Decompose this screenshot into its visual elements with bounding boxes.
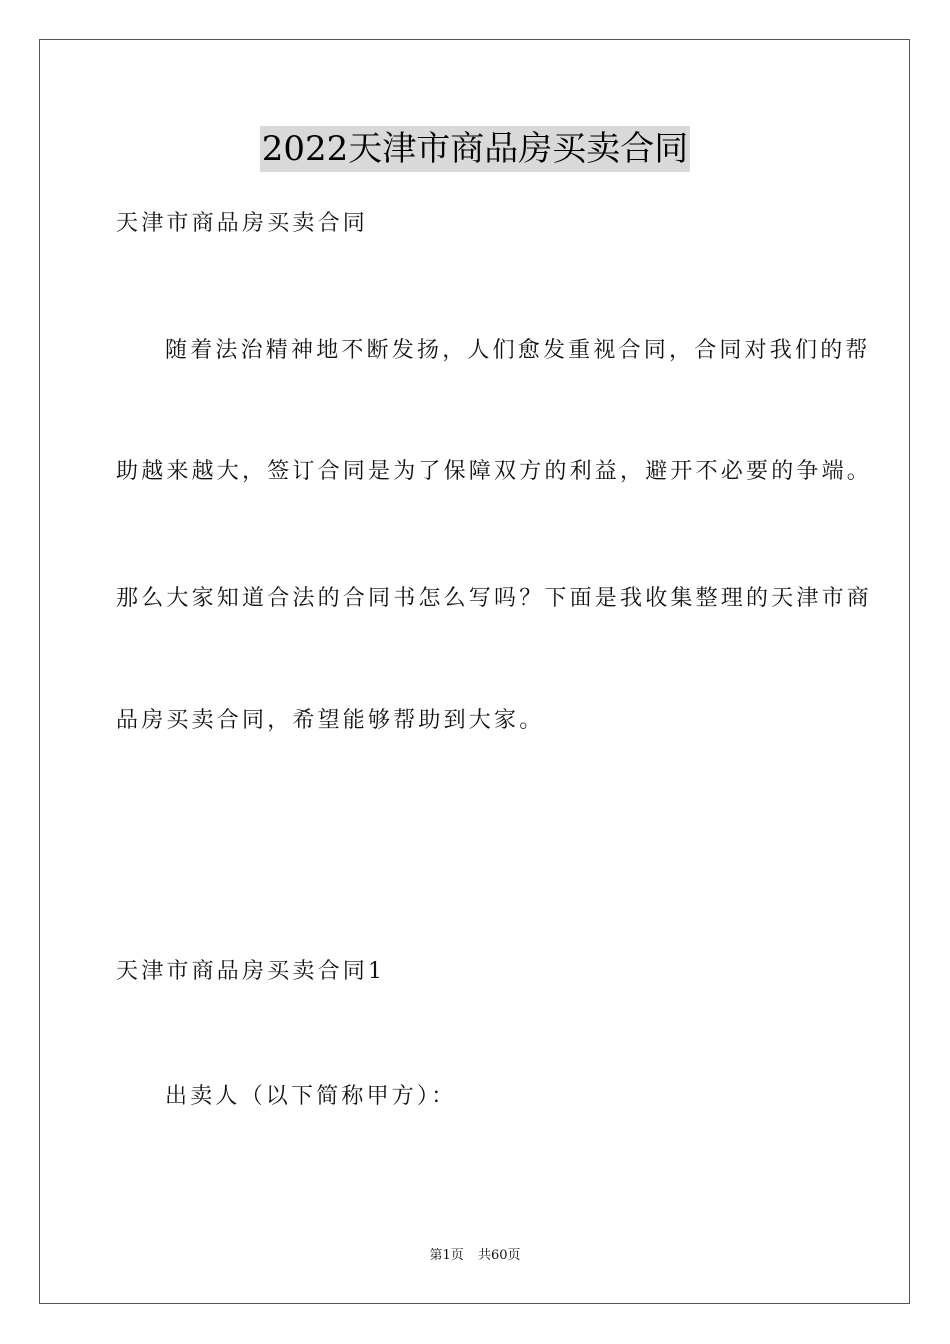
page-footer — [0, 1247, 950, 1265]
page-number: 第1页 — [429, 1248, 464, 1263]
document-subtitle: 天津市商品房买卖合同 — [116, 211, 369, 236]
intro-line-1: 随着法治精神地不断发扬，人们愈发重视合同，合同对我们的帮 — [165, 338, 871, 363]
page-total: 共60页 — [477, 1248, 521, 1263]
intro-line-3: 那么大家知道合法的合同书怎么写吗？下面是我收集整理的天津市商 — [116, 586, 873, 611]
intro-line-2: 助越来越大，签订合同是为了保障双方的利益，避开不必要的争端。 — [116, 459, 873, 484]
document-title: 2022天津市商品房买卖合同 — [260, 126, 691, 172]
seller-line: 出卖人（以下简称甲方）： — [165, 1084, 457, 1109]
intro-line-4: 品房买卖合同，希望能够帮助到大家。 — [116, 708, 545, 733]
section-heading: 天津市商品房买卖合同1 — [116, 959, 386, 984]
document-title-block — [0, 126, 950, 172]
